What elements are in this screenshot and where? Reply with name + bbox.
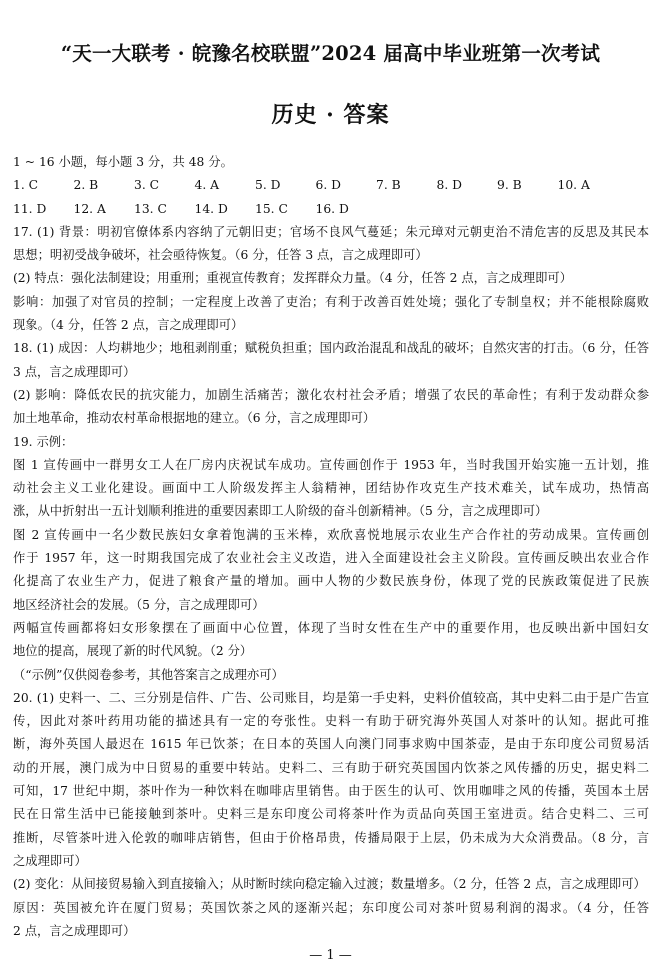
mcq-answer: 2. B — [73, 178, 99, 193]
mcq-answer: 15. C — [255, 201, 288, 216]
answer-line: 地位的提高，展现了新的时代风貌。（2 分） — [13, 644, 253, 659]
mcq-answer: 12. A — [73, 201, 106, 216]
answer-line: 可知，17 世纪中期，茶叶作为一种饮料在咖啡店里销售。由于医生的认可、饮用咖啡之风的传播，英国本土居 — [13, 784, 649, 799]
answer-line: 断，海外英国人最迟在 1615 年已饮茶；在日本的英国人向澳门同事求购中国茶壶，是由于东印度公司贸易活 — [13, 737, 649, 752]
mcq-answer: 1. C — [13, 178, 39, 193]
answer-line: 作于 1957 年，这一时期我国完成了农业社会主义改造，进入全面建设社会主义阶段。宣传画反映出农业合作 — [13, 551, 649, 566]
answer-line: (2) 特点：强化法制建设；用重刑；重视宣传教育；发挥群众力量。（4 分，任答 2 点，言之成理即可） — [13, 271, 573, 286]
essay-answers — [13, 221, 649, 943]
answer-content — [13, 151, 649, 943]
mcq-answer: 9. B — [497, 178, 522, 193]
answer-line: 现象。（4 分，任答 2 点，言之成理即可） — [13, 318, 244, 333]
answer-line: 传，因此对茶叶药用功能的描述具有一定的夸张性。史料一有助于研究海外英国人对茶叶的认知。据此可推 — [13, 714, 649, 729]
answer-line: (2) 影响：降低农民的抗灾能力，加剧生活痛苦；激化农村社会矛盾；增强了农民的革命性；有利于发动群众参 — [13, 387, 649, 402]
answer-line: 18. (1) 成因：人均耕地少；地租剥削重；赋税负担重；国内政治混乱和战乱的破坏；自然灾害的打击。（6 分，任答 — [13, 341, 649, 356]
mcq-answer: 10. A — [557, 178, 590, 193]
answer-line: （“示例”仅供阅卷参考，其他答案言之成理亦可） — [13, 667, 284, 682]
answer-line: (2) 变化：从间接贸易输入到直接输入；从时断时续向稳定输入过渡；数量增多。（2 分，任答 2 点，言之成理即可） — [13, 877, 646, 892]
answer-line: 19. 示例： — [13, 434, 74, 449]
mcq-answers-row-2 — [13, 198, 649, 221]
answer-line: 影响：加强了对官员的控制；一定程度上改善了吏治；有利于改善百姓处境；强化了专制皇权；并不能根除腐败 — [13, 294, 649, 309]
answer-line: 17. (1) 背景：明初官僚体系内容纳了元朝旧吏；官场不良风气蔓延；朱元璋对元朝吏治不清危害的反思及其民本 — [13, 224, 649, 239]
answer-line: 两幅宣传画都将妇女形象摆在了画面中心位置，体现了当时女性在生产中的重要作用，也反映出新中国妇女 — [13, 620, 649, 635]
mcq-answer: 13. C — [134, 201, 167, 216]
answer-line: 之成理即可） — [13, 853, 87, 868]
answer-line: 图 1 宣传画中一群男女工人在厂房内庆祝试车成功。宣传画创作于 1953 年，当时我国开始实施一五计划，推 — [13, 457, 649, 472]
answer-line: 化提高了农业生产力，促进了粮食产量的增加。画中人物的少数民族身份，体现了党的民族政策促进了民族 — [13, 574, 649, 589]
mcq-answer: 7. B — [376, 178, 401, 193]
mcq-answer: 8. D — [436, 178, 463, 193]
mcq-answer: 3. C — [134, 178, 160, 193]
exam-title: “天一大联考 · 皖豫名校联盟”2024 届高中毕业班第一次考试 — [60, 42, 601, 65]
answer-line: 涨，从中折射出一五计划顺利推进的重要因素即工人阶级的奋斗创新精神。（5 分，言之成理即可） — [13, 504, 548, 519]
mcq-answers-row-1 — [13, 174, 649, 197]
mcq-intro: 1 ~ 16 小题，每小题 3 分，共 48 分。 — [13, 155, 233, 169]
answer-line: 3 点，言之成理即可） — [13, 364, 136, 379]
answer-line: 加土地革命，推动农村革命根据地的建立。（6 分，言之成理即可） — [13, 411, 376, 426]
mcq-answer: 6. D — [315, 178, 342, 193]
page-subtitle: 历史 · 答案 — [271, 102, 390, 128]
answer-line: 动社会主义工业化建设。画面中工人阶级发挥主人翁精神，团结协作攻克生产技术难关，试车成功，热情高 — [13, 481, 649, 496]
answer-line: 图 2 宣传画中一名少数民族妇女拿着饱满的玉米棒，欢欣喜悦地展示农业生产合作社的劳动成果。宣传画创 — [13, 527, 649, 542]
answer-line: 2 点，言之成理即可） — [13, 923, 136, 938]
answer-line: 动的开展，澳门成为中日贸易的重要中转站。史料二、三有助于研究英国国内饮茶之风传播的历史，据史料二 — [13, 760, 649, 775]
answer-line: 民在日常生活中已能接触到茶叶。史料三是东印度公司将茶叶作为贡品向英国王室进贡。结合史料二、三可 — [13, 807, 649, 822]
answer-line: 20. (1) 史料一、二、三分别是信件、广告、公司账目，均是第一手史料，史料价值较高，其中史料二由于是广告宣 — [13, 690, 649, 705]
answer-line: 原因：英国被允许在厦门贸易；英国饮茶之风的逐渐兴起；东印度公司对茶叶贸易利润的渴求。（4 分，任答 — [13, 900, 649, 915]
answer-line: 推断，尽管茶叶进入伦敦的咖啡店销售，但由于价格昂贵，传播局限于上层，仍未成为大众消费品。（8 分，言 — [13, 830, 649, 845]
mcq-answer: 16. D — [315, 201, 349, 216]
mcq-answer: 11. D — [13, 201, 47, 216]
answer-line: 地区经济社会的发展。（5 分，言之成理即可） — [13, 597, 265, 612]
answer-line: 思想；明初受战争破坏，社会亟待恢复。（6 分，任答 3 点，言之成理即可） — [13, 248, 428, 263]
mcq-answer: 14. D — [194, 201, 228, 216]
mcq-answer: 5. D — [255, 178, 281, 193]
page-number: — 1 — — [309, 948, 352, 963]
mcq-answer: 4. A — [194, 178, 220, 193]
